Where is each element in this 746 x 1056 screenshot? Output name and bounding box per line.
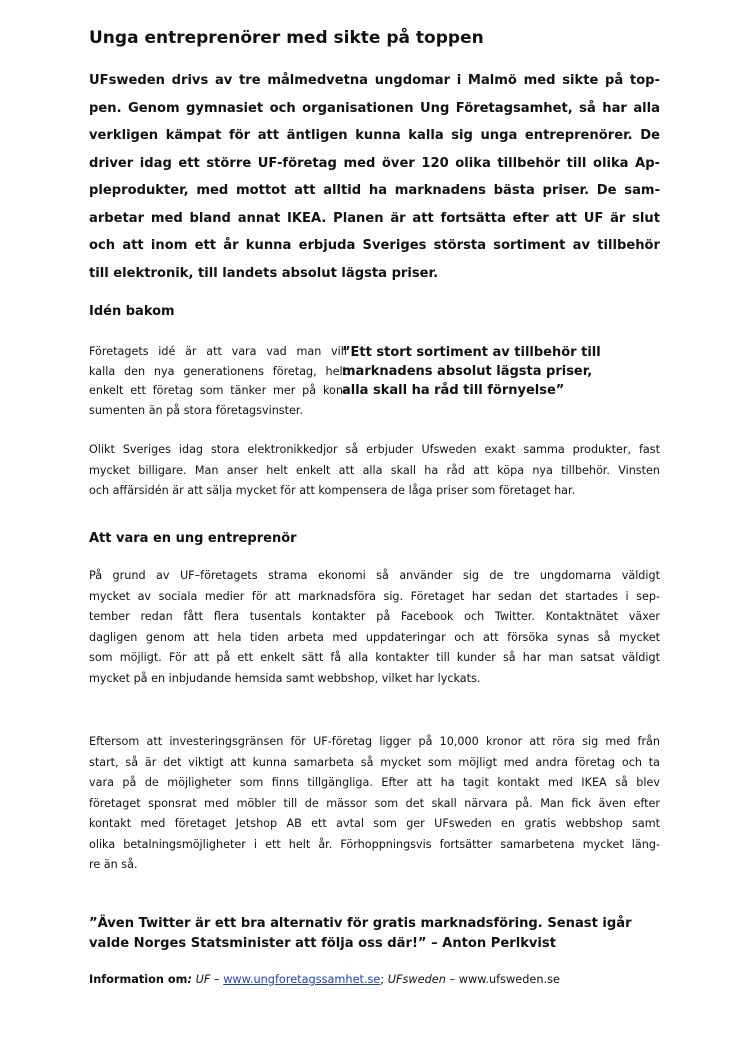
info-colon: :: [187, 973, 192, 986]
lead-paragraph: [89, 67, 660, 287]
left-column-text: [89, 342, 347, 420]
column-line: sumenten än på stora företagsvinster.: [89, 403, 304, 417]
section2-paragraph-2: [89, 732, 660, 876]
uf-link[interactable]: www.ungforetagssamhet.se: [223, 973, 381, 986]
body-line: mycket billigare. Man anser helt enkelt att alla skall ha råd att köpa nya tillbehör. Vinsten: [89, 463, 660, 477]
section-heading-ung-entreprenor: Att vara en ung entreprenör: [89, 531, 297, 546]
section1-paragraph: [89, 440, 660, 502]
body-line: tember redan fått flera tusentals kontakter på Facebook och Twitter. Kontaktnätet växer: [89, 610, 660, 623]
lead-line: verkligen kämpat för att äntligen kunna kalla sig unga entreprenörer. De: [89, 128, 660, 143]
pull-quote-line: alla skall ha råd till förnyelse”: [342, 383, 565, 398]
ufsweden-site: www.ufsweden.se: [458, 973, 560, 986]
pull-quote-line: ”Ett stort sortiment av tillbehör till: [342, 345, 601, 360]
lead-line: och att inom ett år kunna erbjuda Sveriges största sortiment av tillbehör: [89, 238, 660, 253]
section2-paragraph-1: [89, 566, 660, 689]
body-line: och affärsidén är att sälja mycket för att kompensera de låga priser som företaget har.: [89, 484, 576, 497]
body-line: start, så är det viktigt att kunna samarbeta så mycket som möjligt med andra företag och ta: [89, 755, 660, 769]
info-dash: –: [210, 973, 224, 986]
lead-line: pen. Genom gymnasiet och organisationen Ung Företagsamhet, så har alla: [89, 100, 660, 116]
column-line: Företagets idé är att vara vad man vill: [89, 345, 347, 358]
column-line: enkelt ett företag som tänker mer på kon-: [89, 384, 347, 397]
body-line: vara på de möjligheter som finns tillgängliga. Efter att ha tagit kontakt med IKEA så blev: [89, 776, 660, 789]
pull-quote-line: marknadens absolut lägsta priser,: [342, 364, 593, 379]
info-uf: UF: [195, 973, 211, 986]
body-line: Olikt Sveriges idag stora elektronikkedjor så erbjuder Ufsweden exakt samma produkter, fast: [89, 443, 660, 456]
body-line: mycket på en inbjudande hemsida samt webbshop, vilket har lyckats.: [89, 671, 481, 685]
closing-quote-line: valde Norges Statsminister att följa oss där!” – Anton Perlkvist: [89, 936, 556, 951]
body-line: företaget sponsrat med möbler till de mässor som det skall närvara på. Man fick även efter: [89, 796, 660, 810]
lead-line: arbetar med bland annat IKEA. Planen är att fortsätta efter att UF är slut: [89, 210, 660, 226]
article-title: Unga entreprenörer med sikte på toppen: [89, 28, 484, 48]
body-line: olika betalningsmöjligheter i ett helt år. Förhoppningsvis fortsätter samarbetena mycket läng-: [89, 837, 660, 851]
info-separator: ;: [380, 973, 388, 986]
info-line: [89, 973, 560, 986]
info-label: Information om: [89, 973, 188, 986]
body-line: kontakt med företaget Jetshop AB ett avtal som ger UFsweden en gratis webbshop samt: [89, 817, 660, 830]
body-line: som möjligt. För att på ett enkelt sätt få alla kontakter till kunder så har man satsat väldigt: [89, 651, 660, 664]
lead-line: UFsweden drivs av tre målmedvetna ungdomar i Malmö med sikte på top-: [89, 73, 660, 88]
lead-line: till elektronik, till landets absolut lägsta priser.: [89, 265, 439, 281]
closing-quote-line: ”Även Twitter är ett bra alternativ för gratis marknadsföring. Senast igår: [89, 916, 632, 931]
lead-line: driver idag ett större UF-företag med över 120 olika tillbehör till olika Ap-: [89, 155, 660, 171]
section-heading-iden-bakom: Idén bakom: [89, 304, 175, 319]
info-ufsweden: UFsweden: [387, 973, 446, 986]
lead-line: pleprodukter, med mottot att alltid ha marknadens bästa priser. De sam-: [89, 183, 660, 198]
body-line: Eftersom att investeringsgränsen för UF-företag ligger på 10,000 kronor att röra sig med från: [89, 735, 660, 748]
body-line: dagligen genom att hela tiden arbeta med uppdateringar och att försöka synas så mycket: [89, 630, 660, 644]
body-line: På grund av UF–företagets strama ekonomi så använder sig de tre ungdomarna väldigt: [89, 569, 660, 582]
column-line: kalla den nya generationens företag, helt: [89, 364, 347, 378]
info-dash: –: [445, 973, 459, 986]
body-line: mycket av sociala medier för att marknadsföra sig. Företaget har sedan det startades i sep-: [89, 589, 660, 603]
body-line: re än så.: [89, 858, 138, 871]
closing-quote: [89, 914, 660, 954]
pull-quote: [342, 343, 642, 400]
